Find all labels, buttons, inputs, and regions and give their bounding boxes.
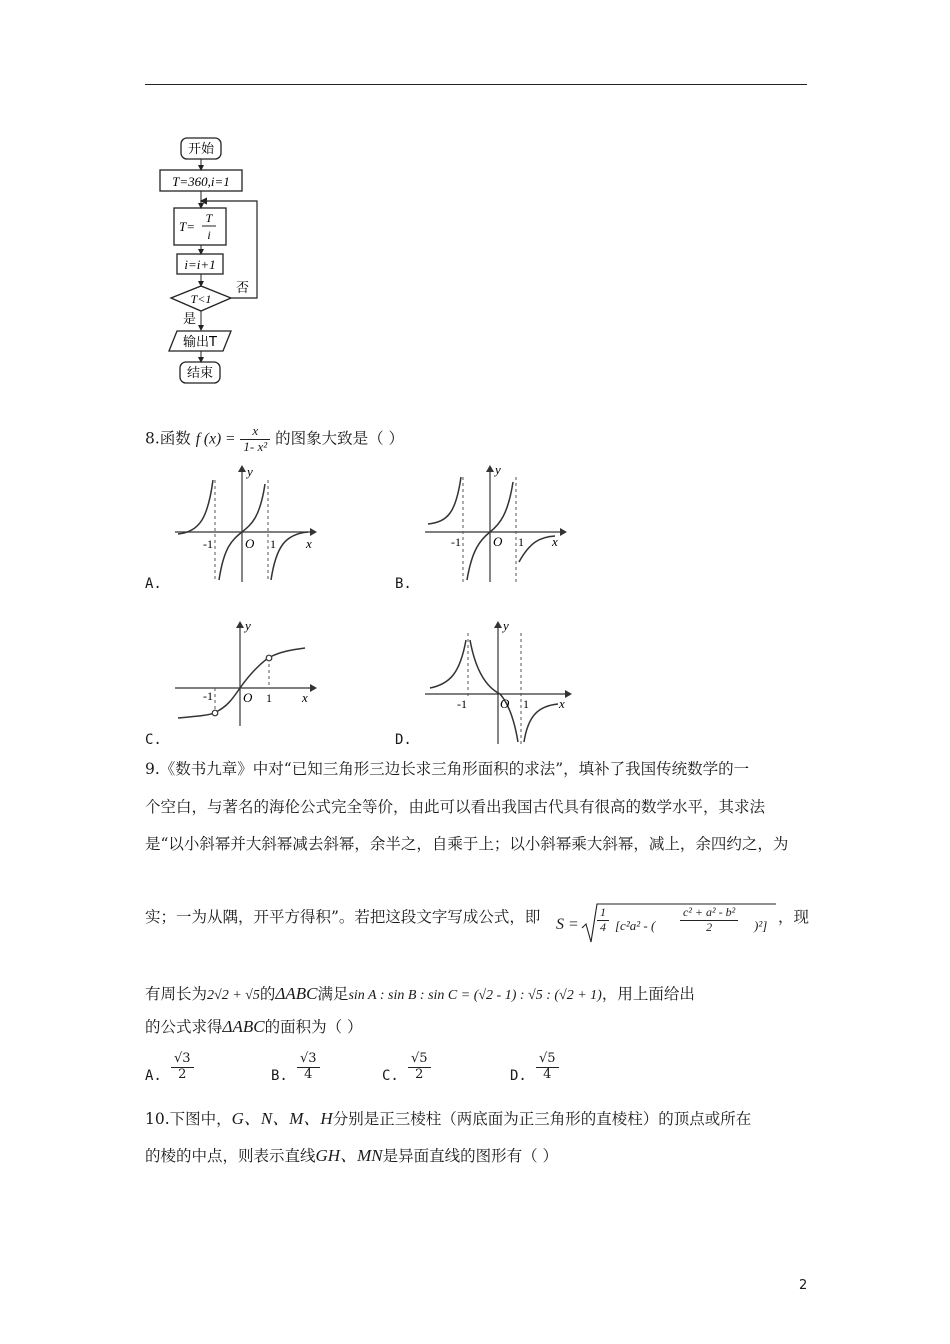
q9-formula-end: )²]	[754, 918, 768, 933]
graph-b-y: y	[495, 462, 501, 477]
flow-increment-text: i=i+1	[184, 257, 216, 272]
q9-formula-inner	[680, 906, 738, 935]
graph-b-pos1: 1	[518, 535, 524, 549]
q9-line5	[145, 985, 695, 1003]
graph-d-x: x	[559, 696, 565, 711]
q9-quarter-den: 4	[600, 919, 606, 934]
graph-b-origin: O	[493, 534, 503, 549]
q9-line5-b: 的	[259, 985, 276, 1003]
q9-option-c-label: C.	[382, 1068, 399, 1084]
graph-c-pos1: 1	[266, 691, 272, 705]
q9-option-d-label: D.	[510, 1068, 527, 1084]
q10-lines: GH、MN	[315, 1146, 383, 1165]
flow-end-text: 结束	[186, 366, 214, 381]
graph-c-neg1: -1	[203, 689, 213, 703]
q10-line1-a: 10.下图中，	[145, 1110, 232, 1128]
q9-line4: 实；一为从隅，开平方得积”。若把这段文字写成公式，即	[145, 908, 541, 926]
q9-option-b-num: √3	[297, 1052, 320, 1068]
q9-option-c-den: 2	[415, 1066, 424, 1082]
flow-assign-lhs: T=	[179, 219, 196, 234]
q9-option-b-label: B.	[271, 1068, 288, 1084]
q9-inner-den: 2	[706, 919, 713, 934]
graph-b-x: x	[552, 534, 558, 549]
q9-inner-num: c² + a² - b²	[680, 906, 738, 921]
q9-option-d-value	[536, 1052, 559, 1083]
q9-line1: 9.《数书九章》中对“已知三角形三边长求三角形面积的求法”，填补了我国传统数学的一	[145, 760, 750, 778]
q9-option-b-value	[297, 1052, 320, 1083]
graph-c-origin: O	[243, 690, 253, 705]
flow-assign-den: i	[207, 228, 211, 242]
q9-perimeter: 2√2 + √5	[207, 988, 260, 1003]
q8-option-a-label: A.	[145, 576, 162, 592]
q9-triangle: ΔABC	[275, 984, 318, 1003]
q9-formula-quarter	[597, 906, 609, 935]
graph-d-y: y	[503, 618, 509, 633]
graph-a	[170, 462, 320, 587]
q9-line5-d: ，用上面给出	[601, 985, 695, 1003]
q8-num: x	[240, 424, 270, 440]
flow-output-text: 输出T	[183, 335, 217, 350]
graph-a-x: x	[306, 536, 312, 551]
graph-a-neg1: -1	[203, 537, 213, 551]
q9-option-a-num: √3	[171, 1052, 194, 1068]
q9-line3: 是“以小斜幂并大斜幂减去斜幂，余半之，自乘于上；以小斜幂乘大斜幂，减上，余四约之，为	[145, 835, 789, 853]
q9-line2: 个空白，与著名的海伦公式完全等价，由此可以看出我国古代具有很高的数学水平，其求法	[145, 798, 766, 816]
q9-formula-mid: [c²a² - (	[615, 918, 656, 933]
flow-no-label: 否	[236, 281, 250, 296]
graph-d-neg1: -1	[457, 697, 467, 711]
q9-triangle-2: ΔABC	[222, 1017, 265, 1036]
flow-start-text: 开始	[187, 142, 215, 157]
q9-option-a-value	[171, 1052, 194, 1083]
q8-func: f (x) =	[195, 430, 236, 448]
q8-prefix: 8.函数	[145, 429, 191, 448]
flowchart	[155, 130, 275, 395]
q8-stem	[145, 424, 404, 455]
q10-line2-a: 的棱的中点，则表示直线	[145, 1147, 316, 1165]
q8-den: 1- x²	[243, 438, 268, 454]
q9-option-d-den: 4	[543, 1066, 552, 1082]
graph-a-origin: O	[245, 536, 255, 551]
header-rule	[145, 84, 807, 85]
q9-option-c-num: √5	[408, 1052, 431, 1068]
q9-formula	[556, 900, 781, 946]
flow-decision-text: T<1	[190, 292, 212, 306]
q9-formula-s: S =	[556, 916, 579, 933]
q9-option-a-den: 2	[178, 1066, 187, 1082]
graph-d-origin: O	[500, 696, 510, 711]
q9-ratio: sin A : sin B : sin C = (√2 - 1) : √5 : (√2 + 1)	[348, 988, 602, 1003]
q10-line2	[145, 1147, 558, 1165]
graph-c-x: x	[302, 690, 308, 705]
q9-option-b-den: 4	[304, 1066, 313, 1082]
page-number: 2	[799, 1278, 808, 1293]
q8-option-c-label: C.	[145, 732, 162, 748]
q9-line6-b: 的面积为（ ）	[264, 1018, 363, 1036]
q10-line1-b: 分别是正三棱柱（两底面为正三角形的直棱柱）的顶点或所在	[332, 1110, 752, 1128]
graph-b-neg1: -1	[451, 535, 461, 549]
q9-quarter-num: 1	[597, 906, 609, 921]
q9-option-a-label: A.	[145, 1068, 162, 1084]
q9-line4-tail: ，现	[778, 908, 810, 926]
graph-b	[420, 462, 570, 587]
graph-a-y: y	[247, 464, 253, 479]
q9-line6-a: 的公式求得	[145, 1018, 223, 1036]
graph-a-pos1: 1	[270, 537, 276, 551]
flow-init-text: T=360,i=1	[172, 174, 230, 189]
graph-d	[420, 618, 575, 746]
q9-line6	[145, 1018, 363, 1036]
q8-option-d-label: D.	[395, 732, 412, 748]
q9-line5-a: 有周长为	[145, 985, 208, 1003]
q9-option-c-value	[408, 1052, 431, 1083]
graph-c-y: y	[245, 618, 251, 633]
q8-fraction	[240, 424, 270, 455]
q8-option-b-label: B.	[395, 576, 412, 592]
graph-d-pos1: 1	[523, 697, 529, 711]
graph-c	[170, 618, 320, 728]
flow-yes-label: 是	[183, 312, 197, 327]
flow-assign-num: T	[205, 211, 213, 225]
q9-line5-c: 满足	[317, 985, 349, 1003]
q8-suffix: 的图象大致是（ ）	[275, 429, 405, 448]
q9-option-d-num: √5	[536, 1052, 559, 1068]
q10-line2-b: 是异面直线的图形有（ ）	[382, 1147, 559, 1165]
q10-line1	[145, 1110, 751, 1128]
q10-points: G、N、M、H	[231, 1109, 333, 1128]
